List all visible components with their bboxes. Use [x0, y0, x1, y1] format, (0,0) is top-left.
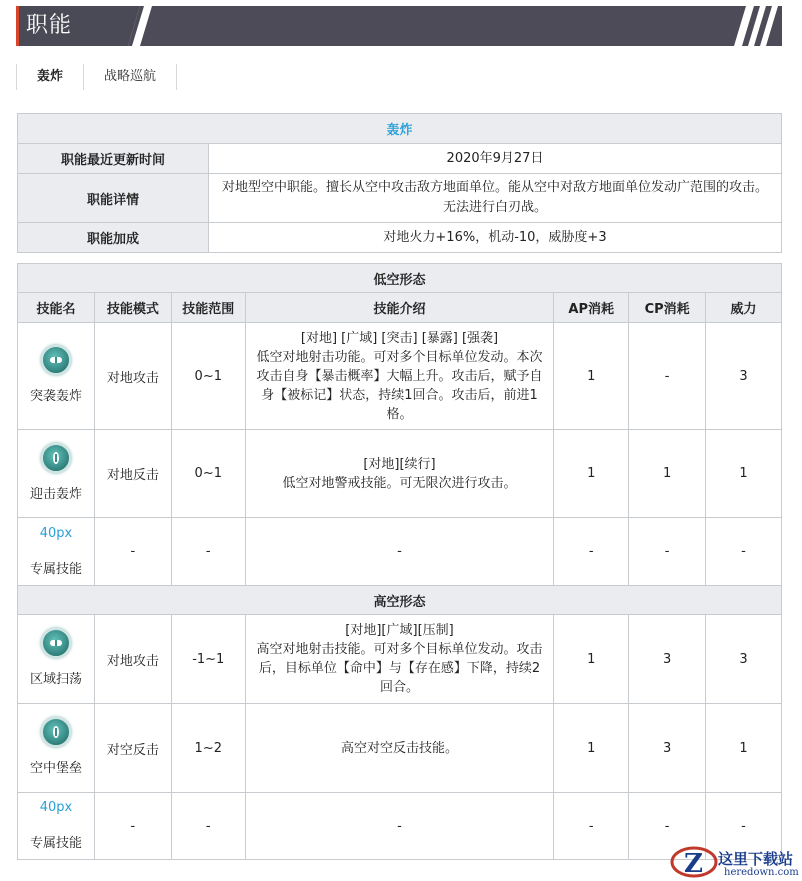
skill-range: 0~1: [171, 430, 245, 518]
skill-name: 空中堡垒: [29, 761, 82, 776]
bomb-skill-icon[interactable]: [41, 628, 71, 658]
header-banner: [16, 6, 782, 46]
skill-cp: 3: [629, 704, 706, 793]
col-header-skill-name: 技能名: [18, 293, 95, 323]
table-row: [18, 430, 782, 518]
info-value-bonus: 对地火力+16%，机动-10，威胁度+3: [209, 223, 782, 253]
skill-name: 突袭轰炸: [29, 389, 82, 404]
role-info-table: [17, 113, 782, 253]
skill-name-cell: [18, 518, 95, 586]
col-header-desc: 技能介绍: [245, 293, 554, 323]
watermark-subtext: heredown.com: [724, 867, 799, 878]
tab-bar: [16, 64, 177, 90]
skill-name: 区域扫荡: [29, 672, 82, 687]
skill-name: 专属技能: [29, 836, 82, 851]
skill-ap: 1: [554, 704, 629, 793]
skill-mode: 对地攻击: [94, 615, 171, 704]
info-value-updated: 2020年9月27日: [209, 144, 782, 174]
skill-name-cell: [18, 323, 95, 430]
table-row: [18, 615, 782, 704]
skill-name-cell: [18, 793, 95, 860]
skill-range: -: [171, 518, 245, 586]
skill-desc: [对地] [广域] [突击] [暴露] [强袭] 低空对地射击功能。可对多个目标单位发动。本次攻击自身【暴击概率】大幅上升。攻击后，赋予自身【被标记】状态，持续1回合。攻击后，前进1格。: [245, 323, 554, 430]
col-header-cp: CP消耗: [629, 293, 706, 323]
section-title-low-altitude: 低空形态: [18, 264, 782, 293]
skill-ap: 1: [554, 615, 629, 704]
info-label-detail: 职能详情: [18, 174, 209, 223]
skill-range: -: [171, 793, 245, 860]
skill-mode: 对地攻击: [94, 323, 171, 430]
skill-ap: 1: [554, 430, 629, 518]
skill-table: [17, 263, 782, 860]
role-info-title: 轰炸: [18, 114, 782, 144]
skill-cp: 3: [629, 615, 706, 704]
skill-power: 1: [706, 430, 782, 518]
info-label-bonus: 职能加成: [18, 223, 209, 253]
skill-desc: [对地][广域][压制] 高空对地射击技能。可对多个目标单位发动。攻击后，目标单位【命中】与【存在感】下降，持续2回合。: [245, 615, 554, 704]
info-label-updated: 职能最近更新时间: [18, 144, 209, 174]
tab-bombing[interactable]: 轰炸: [16, 64, 83, 90]
skill-ap: 1: [554, 323, 629, 430]
skill-power: 3: [706, 615, 782, 704]
skill-range: 0~1: [171, 323, 245, 430]
icon-placeholder-link[interactable]: 40px: [39, 800, 73, 815]
skill-name-cell: [18, 430, 95, 518]
table-row: [18, 323, 782, 430]
skill-name-cell: [18, 615, 95, 704]
skill-ap: -: [554, 518, 629, 586]
table-row: [18, 793, 782, 860]
table-row: [18, 518, 782, 586]
tab-strategic-cruise[interactable]: 战略巡航: [83, 64, 177, 90]
skill-range: 1~2: [171, 704, 245, 793]
col-header-ap: AP消耗: [554, 293, 629, 323]
counter-skill-icon[interactable]: [41, 717, 71, 747]
skill-name-cell: [18, 704, 95, 793]
skill-power: -: [706, 793, 782, 860]
col-header-mode: 技能模式: [94, 293, 171, 323]
skill-power: -: [706, 518, 782, 586]
skill-cp: -: [629, 518, 706, 586]
icon-placeholder-link[interactable]: 40px: [39, 525, 73, 541]
skill-range: -1~1: [171, 615, 245, 704]
skill-power: 1: [706, 704, 782, 793]
bomb-skill-icon[interactable]: [41, 345, 71, 375]
watermark-text: 这里下载站: [718, 850, 794, 868]
skill-name: 迎击轰炸: [29, 486, 82, 502]
section-title-high-altitude: 高空形态: [18, 586, 782, 615]
col-header-power: 威力: [706, 293, 782, 323]
skill-power: 3: [706, 323, 782, 430]
skill-cp: 1: [629, 430, 706, 518]
svg-text:Z: Z: [684, 849, 703, 879]
skill-mode: 对空反击: [94, 704, 171, 793]
col-header-range: 技能范围: [171, 293, 245, 323]
skill-desc: -: [245, 793, 554, 860]
skill-ap: -: [554, 793, 629, 860]
counter-skill-icon[interactable]: [41, 443, 71, 473]
skill-desc: -: [245, 518, 554, 586]
skill-mode: 对地反击: [94, 430, 171, 518]
skill-name: 专属技能: [29, 561, 82, 577]
skill-mode: -: [94, 793, 171, 860]
skill-desc: [对地][续行] 低空对地警戒技能。可无限次进行攻击。: [245, 430, 554, 518]
page-title: 职能: [26, 13, 73, 38]
skill-mode: -: [94, 518, 171, 586]
info-value-detail: 对地型空中职能。擅长从空中攻击敌方地面单位。能从空中对敌方地面单位发动广范围的攻击。无法进行白刃战。: [209, 174, 782, 223]
skill-cp: -: [629, 793, 706, 860]
skill-desc: 高空对空反击技能。: [245, 704, 554, 793]
section-header: [16, 6, 782, 46]
table-row: [18, 704, 782, 793]
skill-cp: -: [629, 323, 706, 430]
